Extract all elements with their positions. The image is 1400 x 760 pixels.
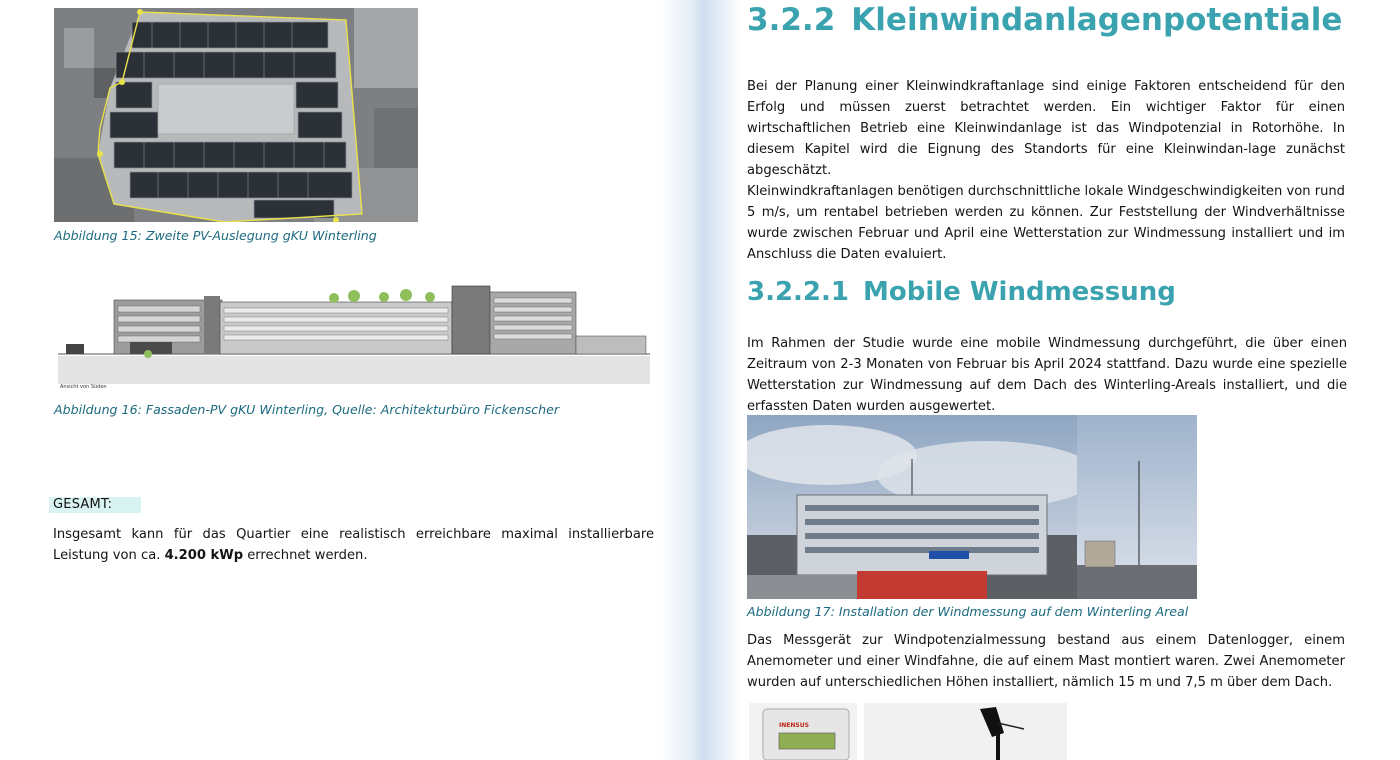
subsection-heading: 3.2.2.1 Mobile Windmessung	[747, 277, 1176, 307]
paragraph-planning: Bei der Planung einer Kleinwindkraftanlage sind einige Faktoren entscheidend für den Erfolg und müssen zuerst betrachtet werden. Ein wichtiger Faktor für einen wirtschaftlichen Betrieb eine Kleinwindanlage ist das Windpotenzial in Rotorhöhe. In diesem Kapitel wird die Eignung des Standorts für eine Kleinwindan-lage zunächst abgeschätzt.	[747, 79, 1345, 178]
gesamt-value: 4.200 kWp	[164, 548, 244, 563]
paragraph-mobile-measurement: Im Rahmen der Studie wurde eine mobile Windmessung durchgeführt, die über einen Zeitraum von 2-3 Monaten von Februar bis April 2024 stattfand. Dazu wurde eine spezielle Wetterstation zur Windmessung auf dem Dach des Winterling-Areals installiert, und die erfassten Daten wurden ausgewertet.	[747, 336, 1347, 414]
figure15-caption: Abbildung 15: Zweite PV-Auslegung gKU Winterling	[54, 228, 377, 243]
paragraph-measuring-device: Das Messgerät zur Windpotenzialmessung bestand aus einem Datenlogger, einem Anemometer und einer Windfahne, die auf einem Mast montiert waren. Zwei Anemometer wurden auf unterschiedlichen Höhen installiert, nämlich 15 m und 7,5 m über dem Dach.	[747, 633, 1345, 690]
wind-vane-photo	[864, 703, 1067, 760]
datalogger-photo	[749, 703, 857, 760]
section-heading: 3.2.2 Kleinwindanlagenpotentiale	[747, 2, 1343, 38]
winterling-building-photo	[747, 415, 1077, 599]
left-page	[0, 0, 690, 760]
facade-pv-drawing	[54, 280, 652, 392]
gesamt-label: GESAMT:	[49, 497, 141, 513]
logger-brand-text: INENSUS	[779, 722, 809, 729]
figure16-caption: Abbildung 16: Fassaden-PV gKU Winterling, Quelle: Architekturbüro Fickenscher	[54, 402, 559, 417]
paragraph-wind-speed: Kleinwindkraftanlagen benötigen durchschnittliche lokale Windgeschwindigkeiten von rund 5 m/s, um rentabel betrieben werden zu können. Zur Feststellung der Windverhältnisse wurde zwischen Februar und April eine Wetterstation zur Windmessung installiert und im Anschluss die Daten evaluiert.	[747, 184, 1345, 262]
pv-layout-aerial-image	[54, 8, 418, 222]
figure17-caption: Abbildung 17: Installation der Windmessung auf dem Winterling Areal	[747, 604, 1189, 619]
page-gutter	[660, 0, 740, 760]
gesamt-summary: Insgesamt kann für das Quartier eine realistisch erreichbare maximal installierbare Leistung von ca. 4.200 kWp errechnet werden.	[53, 527, 654, 563]
facade-view-label: Ansicht von Süden	[60, 384, 107, 390]
anemometer-mast-photo	[1077, 415, 1197, 599]
